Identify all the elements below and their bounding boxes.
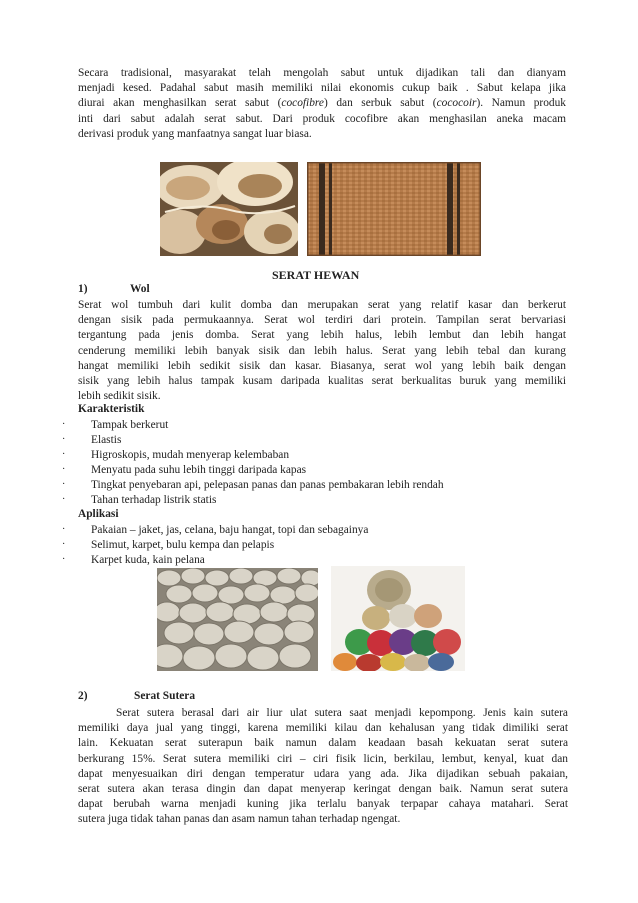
bullet-icon: · [62, 479, 66, 490]
karakteristik-item: · Elastis [62, 434, 122, 446]
karakteristik-item: · Tingkat penyebaran api, pelepasan panas dan panas pembakaran lebih rendah [62, 479, 444, 491]
wol-line: Serat wol tumbuh dari kulit domba dan merupakan serat yang relatif kasar dan berkerut [78, 299, 566, 311]
intro-line: inti dari sabut adalah serat sabut. Dari produk cocofibre akan menghasilan aneka macam [78, 112, 566, 125]
sutera-line: serat sutera akan terasa dingin dan dapat menyerap keringat dengan baik. Namun serat sutera [78, 782, 568, 795]
aplikasi-heading: Aplikasi [78, 508, 119, 520]
bullet-icon: · [62, 494, 66, 505]
wol-line: hangat memiliki lebih sedikit sisik dan kasar. Biasanya, serat wol yang lebih baik dengan [78, 359, 566, 372]
wool-yarn-balls-photo [331, 566, 465, 671]
sutera-title: Serat Sutera [134, 690, 196, 702]
wol-line: dengan sisik pada permukaannya. Serat wol terdiri dari protein. Tampilan serat bervariasi [78, 314, 566, 327]
bullet-icon: · [62, 434, 66, 445]
bullet-icon: · [62, 419, 66, 430]
intro-line-mixed: diurai akan menghasilkan serat sabut (cocofibre) dan serbuk sabut (cococoir). Namun produk [78, 97, 566, 110]
bullet-icon: · [62, 539, 66, 550]
sutera-line: sutera juga tidak tahan panas dan asam namun tahan terhadap ngengat. [78, 813, 401, 826]
wol-line: lebih sedikit sisik. [78, 390, 161, 403]
sutera-line: berkurang 15%. Serat sutera memiliki ciri – ciri fisik licin, berkilau, lembut, kenyal, kuat dan [78, 752, 568, 765]
aplikasi-item: · Pakaian – jaket, jas, celana, baju hangat, topi dan sebagainya [62, 524, 369, 536]
bullet-icon: · [62, 449, 66, 460]
sutera-line: memiliki daya jual yang tinggi, karena memiliki kilau dan kehalusan yang tidak dimiliki serat [78, 722, 568, 735]
sutera-line: Serat sutera berasal dari air liur ulat sutera saat menjadi kepompong. Jenis kain sutera [116, 707, 568, 719]
coconut-husk-photo [160, 162, 298, 256]
coir-doormat-photo [307, 162, 481, 256]
karakteristik-item: · Higroskopis, mudah menyerap kelembaban [62, 449, 290, 461]
karakteristik-item: · Menyatu pada suhu lebih tinggi daripada kapas [62, 464, 307, 476]
wol-line: tergantung pada jenis domba. Serat yang lebih halus, lebih lembut dan lebih hangat [78, 329, 566, 342]
sutera-line: lain. Kekuatan serat suterapun baik namun dalam keadaan basah kekuatan serat sutera [78, 737, 568, 750]
sutera-line: dapat menyesuaikan diri dengan temperatur udara yang ada. Jika dijadikan sebuah pakaian, [78, 767, 568, 780]
bullet-icon: · [62, 524, 66, 535]
intro-line: Secara tradisional, masyarakat telah mengolah sabut untuk dijadikan tali dan dianyam [78, 67, 566, 79]
aplikasi-item: · Selimut, karpet, bulu kempa dan pelapis [62, 539, 275, 551]
wol-paragraph [78, 298, 566, 404]
wol-line: sisik yang lebih halus tampak kusam daripada kualitas serat berkualitas buruk yang memiliki [78, 374, 566, 387]
sheep-flock-photo [157, 568, 318, 671]
bullet-icon: · [62, 554, 66, 565]
intro-line: menjadi kesed. Padahal sabut masih memiliki nilai ekonomis cukup baik . Sabut kelapa jika [78, 82, 566, 95]
aplikasi-item: · Karpet kuda, kain pelana [62, 554, 205, 566]
sutera-number: 2) [78, 690, 88, 702]
karakteristik-heading: Karakteristik [78, 403, 145, 415]
section-title: SERAT HEWAN [272, 268, 360, 282]
sutera-paragraph [78, 706, 568, 828]
bullet-icon: · [62, 464, 66, 475]
karakteristik-item: · Tahan terhadap listrik statis [62, 494, 217, 506]
intro-line: derivasi produk yang manfaatnya sangat luar biasa. [78, 127, 312, 140]
intro-paragraph [78, 66, 566, 142]
wol-number: 1) [78, 283, 88, 295]
karakteristik-item: · Tampak berkerut [62, 419, 169, 431]
sutera-line: dapat berubah warna menjadi kuning jika terlalu banyak terpapar cahaya matahari. Serat [78, 798, 568, 811]
wol-line: cenderung memiliki lebih banyak sisik dan lebih halus. Serat yang lebih tebal dan kurang [78, 344, 566, 357]
wol-title: Wol [130, 283, 150, 295]
